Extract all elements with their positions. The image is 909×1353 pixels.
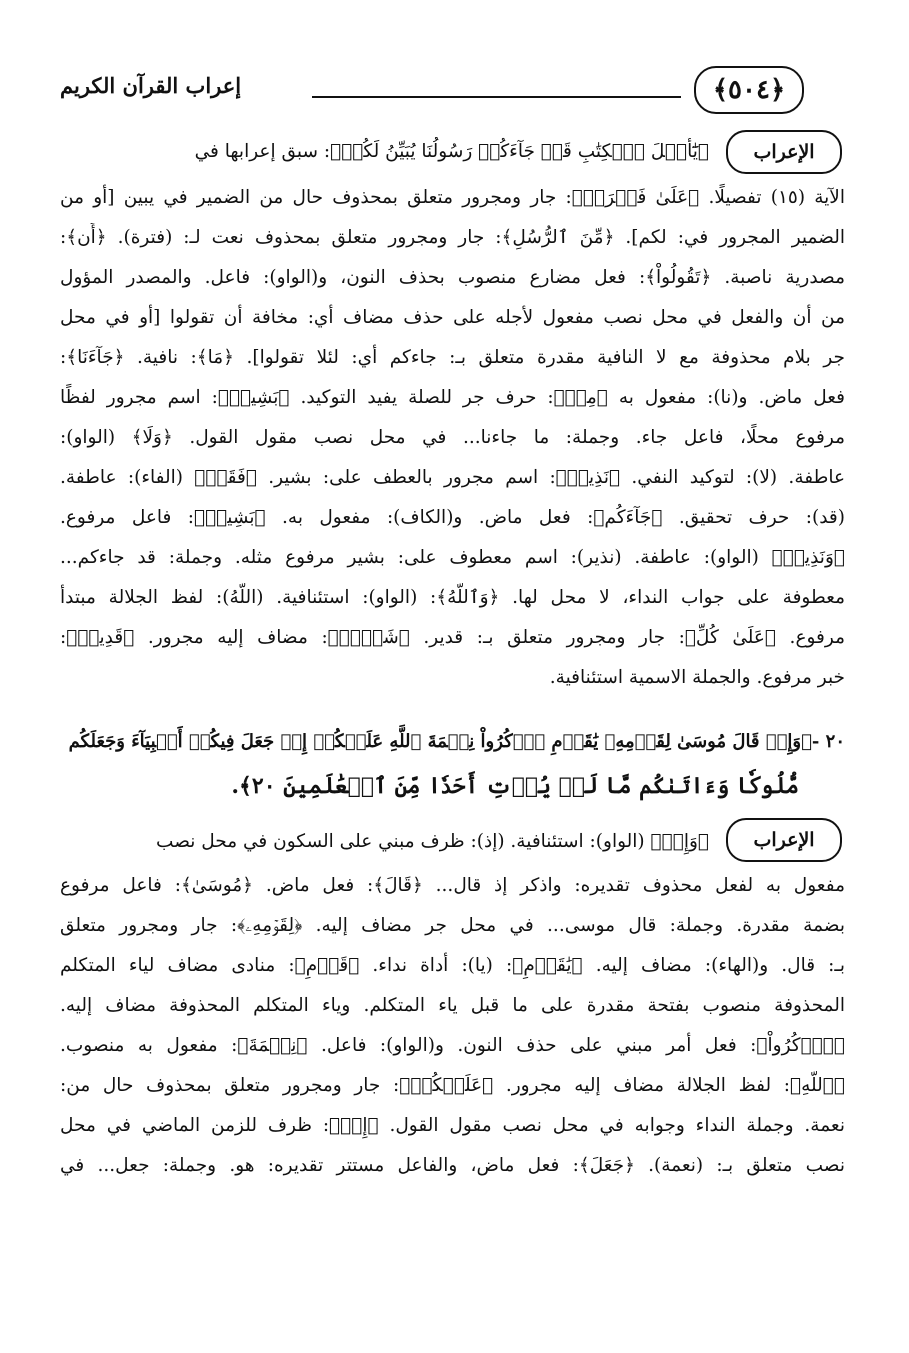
text-line: ﴿وَإِذۡ﴾ (الواو): استئنافية. (إذ): ظرف مبني على السكون في محل نصب (156, 831, 709, 852)
book-title: إعراب القرآن الكريم (60, 73, 242, 98)
text-line: خبر مرفوع. والجملة الاسمية استئنافية. (549, 667, 845, 688)
text-line: معطوفة على جواب النداء، لا محل لها. ﴿وَٱللَّهُ﴾: (الواو): استئنافية. (اللَّهُ): لفظ الجلالة مبتدأ (60, 587, 845, 608)
text-line: ﴿يَٰٓأَهۡلَ ٱلۡكِتَٰبِ قَدۡ جَآءَكُمۡ رَسُولُنَا يُبَيِّنُ لَكُمۡ﴾: سبق إعرابها في (194, 141, 709, 162)
text-line: بـ: قال. و(الهاء): مضاف إليه. ﴿يَٰقَوۡمِ﴾: (يا): أداة نداء. ﴿قَوۡمِ﴾: منادى مضاف لياء المتكلم (60, 955, 845, 976)
text-line: فعل ماض. و(نا): مفعول به ﴿مِنۢ﴾: حرف جر للصلة يفيد التوكيد. ﴿بَشِيرٖ﴾: اسم مجرور لفظًا (60, 387, 845, 408)
irab-badge-1: الإعراب (726, 130, 842, 174)
header-rule (312, 96, 681, 98)
text-line: مفعول به لفعل محذوف تقديره: واذكر إذ قال... ﴿قَالَ﴾: فعل ماض. ﴿مُوسَىٰ﴾: فاعل مرفوع (60, 875, 845, 896)
text-line: ﴿وَنَذِيرٞ﴾ (الواو): عاطفة. (نذير): اسم معطوف على: بشير مرفوع مثله. وجملة: قد جاءكم... (60, 547, 845, 568)
text-line: ﴿ٱللَّهِ﴾: لفظ الجلالة مضاف إليه مجرور. ﴿عَلَيۡكُمۡ﴾: جار ومجرور متعلق بمحذوف حال من: (60, 1075, 845, 1096)
text-line: عاطفة. (لا): لتوكيد النفي. ﴿نَذِيرٖ﴾: اسم مجرور بالعطف على: بشير. ﴿فَقَدۡ﴾ (الفاء): عاطفة. (60, 467, 845, 488)
text-line: الضمير المجرور في: لكم]. ﴿مِّنَ ٱلرُّسُلِ﴾: جار ومجرور متعلق بمحذوف نعت لـ: (فترة). ﴿أَن﴾: (60, 227, 845, 248)
irab-badge-2: الإعراب (726, 818, 842, 862)
page-number: ﴿٥٠٤﴾ (694, 66, 804, 114)
text-line: نعمة. وجملة النداء وجوابه في محل نصب مقول القول. ﴿إِذۡ﴾: ظرف للزمن الماضي في محل (60, 1115, 845, 1136)
text-line: المحذوفة منصوب بفتحة مقدرة على ما قبل ياء المتكلم. وياء المتكلم المحذوفة مضاف إليه. (60, 995, 845, 1016)
verse-line: ٢٠ -﴿وَإِذۡ قَالَ مُوسَىٰ لِقَوۡمِهِۦ يَٰقَوۡمِ ٱذۡكُرُواْ نِعۡمَةَ ٱللَّهِ عَلَيۡكُمۡ إِذۡ جَعَلَ فِيكُمۡ أَنۢبِيَآءَ وَجَعَلَكُم (68, 731, 845, 752)
verse-line: مُّلُوكٗا وَءَاتَىٰكُم مَّا لَمۡ يُؤۡتِ أَحَدٗا مِّنَ ٱلۡعَٰلَمِينَ ٢٠﴾. (231, 773, 799, 799)
text-line: ﴿ٱذۡكُرُواْ﴾: فعل أمر مبني على حذف النون. و(الواو): فاعل. ﴿نِعۡمَةَ﴾: مفعول به منصوب. (60, 1035, 845, 1056)
text-line: جر بلام محذوفة مع لا النافية مقدرة متعلق بـ: جاءكم أي: لئلا تقولوا]. ﴿مَا﴾: نافية. ﴿جَآءَنَا﴾: (60, 347, 845, 368)
text-line: بضمة مقدرة. وجملة: قال موسى... في محل جر مضاف إليه. ﴿لِقَوۡمِهِۦ﴾: جار ومجرور متعلق (60, 915, 845, 936)
text-line: من أن والفعل في محل نصب مفعول لأجله على حذف مضاف أي: مخافة أن تقولوا [أو في محل (60, 307, 845, 328)
text-line: مصدرية ناصبة. ﴿تَقُولُواْ﴾: فعل مضارع منصوب بحذف النون، و(الواو): فاعل. والمصدر المؤول (60, 267, 845, 288)
text-line: نصب متعلق بـ: (نعمة). ﴿جَعَلَ﴾: فعل ماض، والفاعل مستتر تقديره: هو. وجملة: جعل... في (60, 1155, 845, 1176)
text-line: الآية (١٥) تفصيلًا. ﴿عَلَىٰ فَتۡرَةٖ﴾: جار ومجرور متعلق بمحذوف حال من الضمير في يبين [أو من (60, 187, 845, 208)
text-line: مرفوع. ﴿عَلَىٰ كُلِّ﴾: جار ومجرور متعلق بـ: قدير. ﴿شَيۡءٖ﴾: مضاف إليه مجرور. ﴿قَدِيرٞ﴾: (60, 627, 845, 648)
text-line: (قد): حرف تحقيق. ﴿جَآءَكُم﴾: فعل ماض. و(الكاف): مفعول به. ﴿بَشِيرٞ﴾: فاعل مرفوع. (60, 507, 845, 528)
text-line: مرفوع محلًا، فاعل جاء. وجملة: ما جاءنا... في محل نصب مقول القول. ﴿وَلَا﴾ (الواو): (60, 427, 845, 448)
